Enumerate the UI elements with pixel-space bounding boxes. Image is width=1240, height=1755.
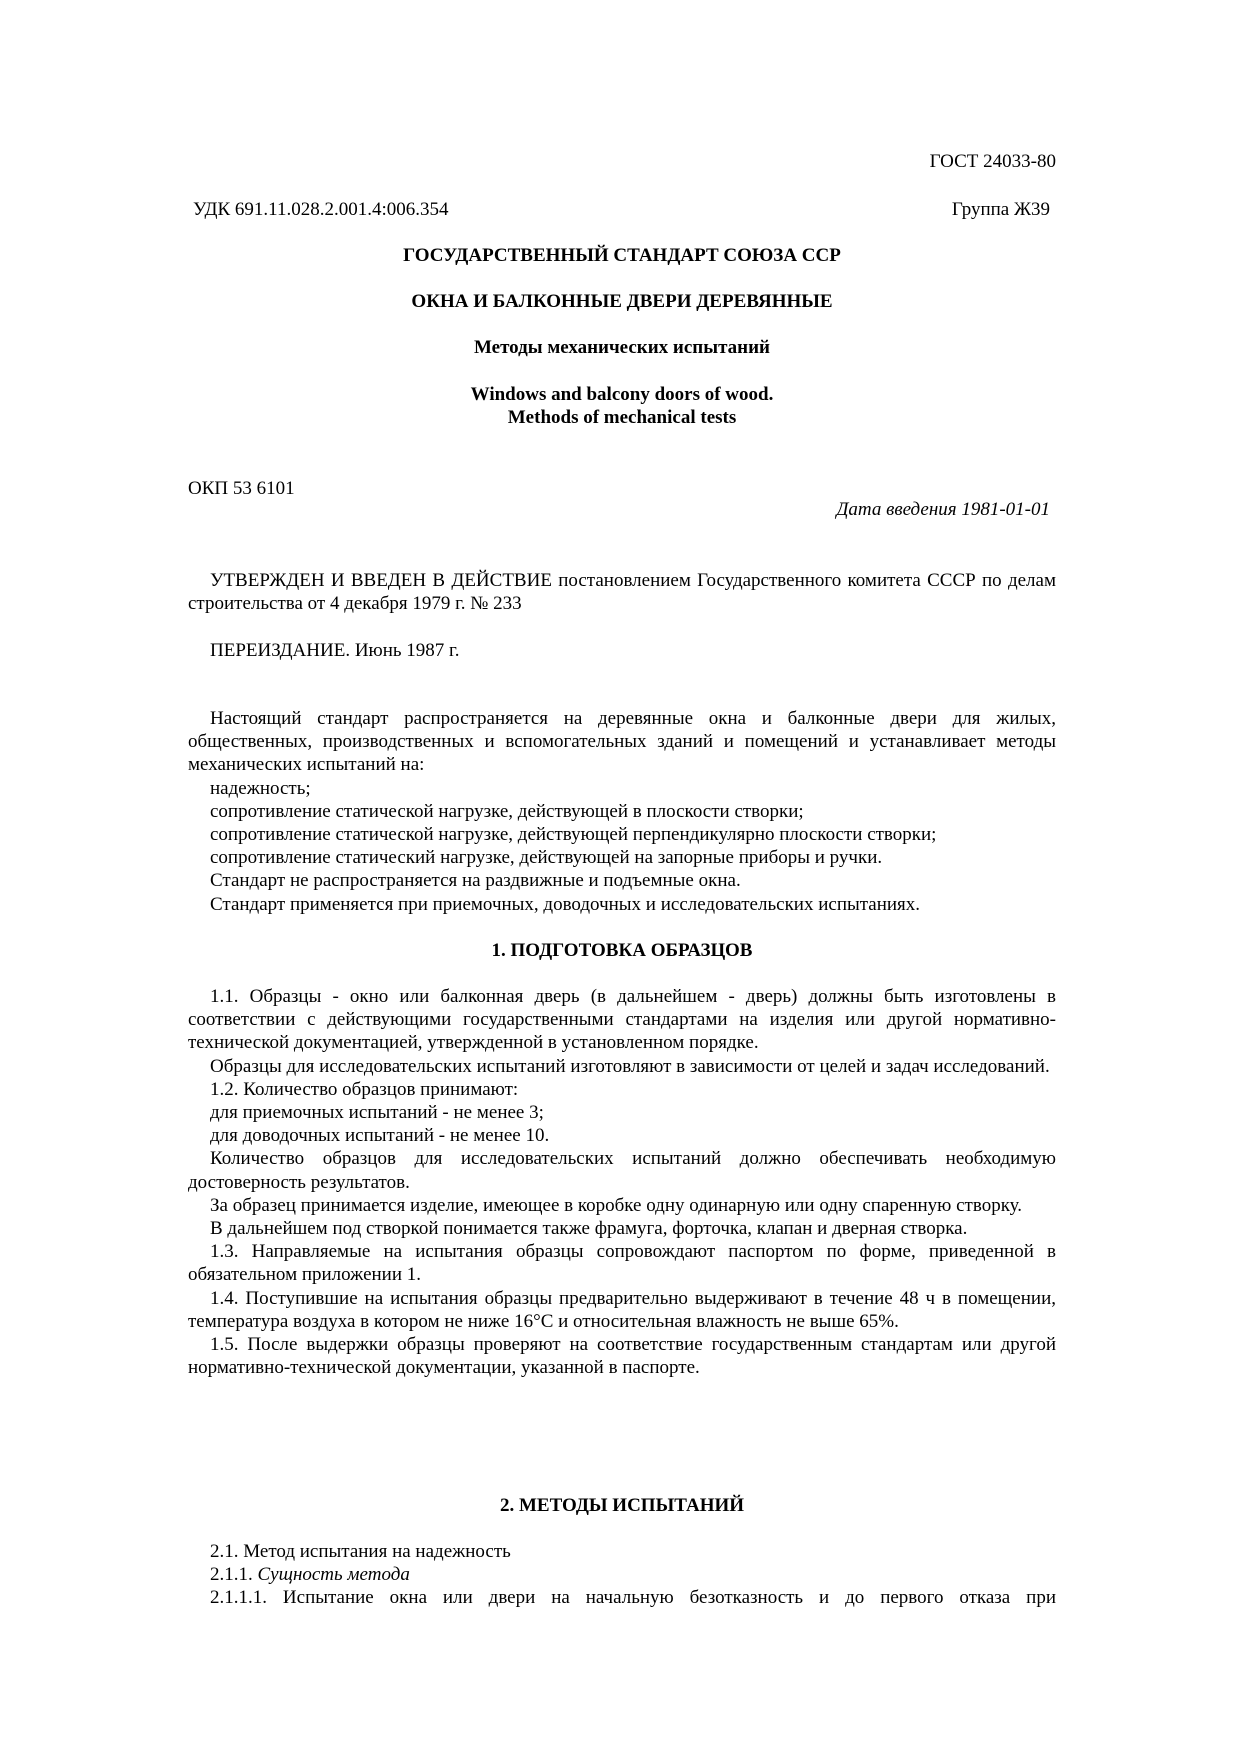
subtitle: Методы механических испытаний <box>473 337 770 358</box>
section1-body <box>188 985 1056 1379</box>
intro-paragraph: Стандарт применяется при приемочных, доводочных и исследовательских испытаниях. <box>210 893 921 915</box>
intro-list-item: сопротивление статической нагрузке, действующей в плоскости створки; <box>210 800 804 822</box>
paragraph: 1.4. Поступившие на испытания образцы предварительно выдерживают в течение 48 ч в помещении, температура воздуха в котором не ниже 16°С и относительная влажность не выше 65%. <box>188 1287 1056 1332</box>
intro-paragraph: Стандарт не распространяется на раздвижные и подъемные окна. <box>210 870 741 892</box>
intro-paragraph: Настоящий стандарт распространяется на деревянные окна и балконные двери для жилых, общественных, производственных и вспомогательных зданий и помещений и устанавливает методы механических испытаний на: <box>188 708 1056 776</box>
approval-text: постановлением Государственного комитета СССР по делам строительства от 4 декабря 1979 г. № 233 <box>188 570 1056 615</box>
paragraph: 2.1.1.1. Испытание окна или двери на начальную безотказность и до первого отказа при <box>210 1587 1056 1609</box>
okp-code: ОКП 53 6101 <box>188 478 295 499</box>
paragraph: За образец принимается изделие, имеющее в коробке одну одинарную или одну спаренную створку. <box>210 1194 1022 1216</box>
section2-body <box>188 1540 1056 1610</box>
state-standard-title: ГОСУДАРСТВЕННЫЙ СТАНДАРТ СОЮЗА ССР <box>403 245 841 266</box>
reissue-text: . Июнь 1987 г. <box>345 640 460 661</box>
paragraph: 1.1. Образцы - окно или балконная дверь (в дальнейшем - дверь) должны быть изготовлены в соответствии с действующими государственными стандартами на изделия или другой нормативно-технической документацией, утвержденной в установленном порядке. <box>188 986 1056 1054</box>
english-title-line2: Methods of mechanical tests <box>507 407 737 428</box>
intro-list-item: надежность; <box>210 777 311 799</box>
approval-paragraph <box>188 569 1056 615</box>
intro-list-item: сопротивление статической нагрузке, действующей перпендикулярно плоскости створки; <box>210 824 937 846</box>
intro-block <box>188 707 1056 916</box>
paragraph: В дальнейшем под створкой понимается также фрамуга, форточка, клапан и дверная створка. <box>210 1218 968 1240</box>
reissue-caps: ПЕРЕИЗДАНИЕ <box>210 640 346 661</box>
paragraph: 1.2. Количество образцов принимают: <box>210 1078 519 1100</box>
main-title: ОКНА И БАЛКОННЫЕ ДВЕРИ ДЕРЕВЯННЫЕ <box>411 291 833 312</box>
paragraph <box>188 1563 1056 1586</box>
clause-title: Сущность метода <box>257 1564 410 1586</box>
reissue-paragraph <box>188 639 1056 662</box>
paragraph: Образцы для исследовательских испытаний изготовляют в зависимости от целей и задач исследований. <box>210 1055 1050 1077</box>
paragraph: 1.3. Направляемые на испытания образцы сопровождают паспортом по форме, приведенной в обязательном приложении 1. <box>188 1241 1056 1286</box>
paragraph: 2.1. Метод испытания на надежность <box>210 1541 511 1562</box>
approval-caps: УТВЕРЖДЕН И ВВЕДЕН В ДЕЙСТВИЕ <box>210 570 552 591</box>
intro-date: Дата введения 1981-01-01 <box>836 499 1050 520</box>
english-title-line1: Windows and balcony doors of wood. <box>470 384 774 405</box>
gost-number: ГОСТ 24033-80 <box>929 151 1056 172</box>
section2-heading: 2. МЕТОДЫ ИСПЫТАНИЙ <box>499 1495 745 1516</box>
group-code: Группа Ж39 <box>951 199 1050 220</box>
udk-code: УДК 691.11.028.2.001.4:006.354 <box>193 199 449 220</box>
section1-heading: 1. ПОДГОТОВКА ОБРАЗЦОВ <box>491 940 753 961</box>
paragraph: 1.5. После выдержки образцы проверяют на соответствие государственным стандартам или другой нормативно-технической документации, указанной в паспорте. <box>188 1334 1056 1379</box>
paragraph: Количество образцов для исследовательских испытаний должно обеспечивать необходимую достоверность результатов. <box>188 1148 1056 1193</box>
intro-list-item: сопротивление статический нагрузке, действующей на запорные приборы и ручки. <box>210 847 883 869</box>
clause-number: 2.1.1. <box>210 1564 258 1586</box>
paragraph: для доводочных испытаний - не менее 10. <box>210 1125 550 1147</box>
paragraph: для приемочных испытаний - не менее 3; <box>210 1102 544 1124</box>
